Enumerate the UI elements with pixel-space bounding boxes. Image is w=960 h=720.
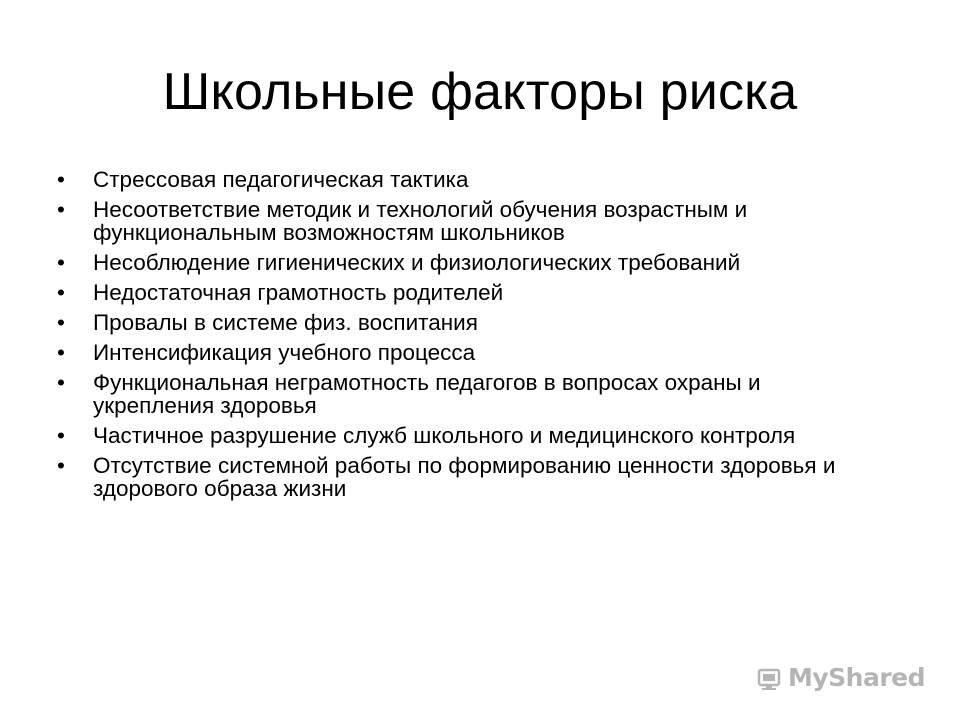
watermark-text: MyShared bbox=[787, 663, 925, 692]
list-item-text: Частичное разрушение служб школьного и медицинского контроля bbox=[93, 423, 796, 448]
list-item-text: Функциональная неграмотность педагогов в вопросах охраны и укрепления здоровья bbox=[93, 370, 761, 418]
list-item bbox=[57, 371, 877, 417]
list-item bbox=[57, 454, 877, 500]
list-item-text: Несоответствие методик и технологий обучения возрастным и функциональным возможностям школьников bbox=[93, 197, 748, 245]
bullet-icon: • bbox=[57, 167, 65, 192]
bullet-icon: • bbox=[57, 423, 65, 448]
bullet-icon: • bbox=[57, 310, 65, 335]
list-item bbox=[57, 311, 877, 334]
list-item bbox=[57, 251, 877, 274]
bullet-list bbox=[57, 168, 877, 507]
list-item-text: Интенсификация учебного процесса bbox=[93, 340, 476, 365]
bullet-icon: • bbox=[57, 370, 65, 395]
list-item-text: Стрессовая педагогическая тактика bbox=[93, 167, 469, 192]
list-item bbox=[57, 424, 877, 447]
list-item-text: Отсутствие системной работы по формированию ценности здоровья и здорового образа жизни bbox=[93, 453, 836, 501]
list-item-text: Несоблюдение гигиенических и физиологических требований bbox=[93, 250, 741, 275]
list-item bbox=[57, 198, 877, 244]
bullet-icon: • bbox=[57, 453, 65, 478]
myshared-watermark[interactable] bbox=[756, 663, 925, 692]
bullet-icon: • bbox=[57, 280, 65, 305]
slide-title: Школьные факторы риска bbox=[162, 63, 798, 121]
list-item bbox=[57, 168, 877, 191]
list-item-text: Провалы в системе физ. воспитания bbox=[93, 310, 478, 335]
list-item bbox=[57, 341, 877, 364]
list-item bbox=[57, 281, 877, 304]
myshared-logo-icon bbox=[756, 665, 782, 691]
bullet-icon: • bbox=[57, 250, 65, 275]
bullet-icon: • bbox=[57, 340, 65, 365]
list-item-text: Недостаточная грамотность родителей bbox=[93, 280, 504, 305]
bullet-icon: • bbox=[57, 197, 65, 222]
